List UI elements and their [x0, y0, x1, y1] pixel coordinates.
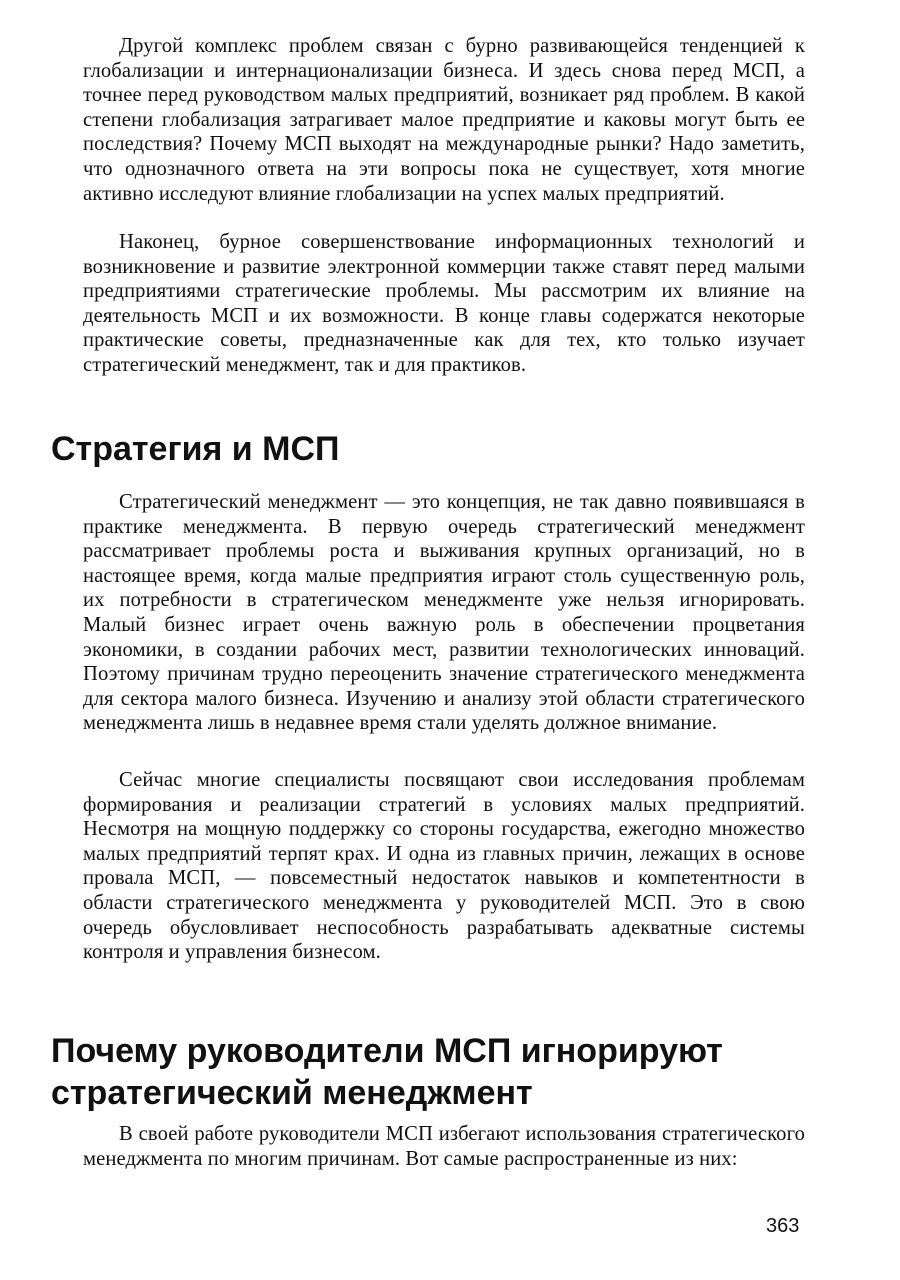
paragraph-strategic-management: Стратегический менеджмент — это концепция, не так давно появившаяся в практике менеджмента. В первую очередь стратегический менеджмент рассматривает проблемы роста и выживания крупных организаций, но в настоящее время, когда малые предприятия играют столь существенную роль, их потребности в стратегическом менеджменте уже нельзя игнорировать. Малый бизнес играет очень важную роль в обеспечении процветания экономики, в создании рабочих мест, развитии технологических инноваций. Поэтому причинам трудно переоценить значение стратегического менеджмента для сектора малого бизнеса. Изучению и анализу этой области стратегического менеджмента лишь в недавнее время стали уделять должное внимание.: [83, 491, 805, 735]
section-heading-strategy: Стратегия и МСП: [51, 430, 340, 468]
section-heading-why-ignore: Почему руководители МСП игнорируют стратегический менеджмент: [51, 1032, 723, 1112]
paragraph-reasons-intro: В своей работе руководители МСП избегают использования стратегического менеджмента по многим причинам. Вот самые распространенные из них:: [83, 1123, 805, 1170]
paragraph-specialists-research: Сейчас многие специалисты посвящают свои исследования проблемам формирования и реализации стратегий в условиях малых предприятий. Несмотря на мощную поддержку со стороны государства, ежегодно множество малых предприятий терпят крах. И одна из главных причин, лежащих в основе провала МСП, — повсеместный недостаток навыков и компетентности в области стратегического менеджмента у руководителей МСП. Это в свою очередь обусловливает неспособность разрабатывать адекватные системы контроля и управления бизнесом.: [83, 769, 805, 964]
page-number: 363: [766, 1215, 800, 1237]
paragraph-e-commerce: Наконец, бурное совершенствование информационных технологий и возникновение и развитие электронной коммерции также ставят перед малыми предприятиями стратегические проблемы. Мы рассмотрим их влияние на деятельность МСП и их возможности. В конце главы содержатся некоторые практические советы, предназначенные как для тех, кто только изучает стратегический менеджмент, так и для практиков.: [83, 231, 805, 376]
paragraph-globalization: Другой комплекс проблем связан с бурно развивающейся тенденцией к глобализации и интернационализации бизнеса. И здесь снова перед МСП, а точнее перед руководством малых предприятий, возникает ряд проблем. В какой степени глобализация затрагивает малое предприятие и каковы могут быть ее последствия? Почему МСП выходят на международные рынки? Надо заметить, что однозначного ответа на эти вопросы пока не существует, хотя многие активно исследуют влияние глобализации на успех малых предприятий.: [83, 35, 805, 205]
